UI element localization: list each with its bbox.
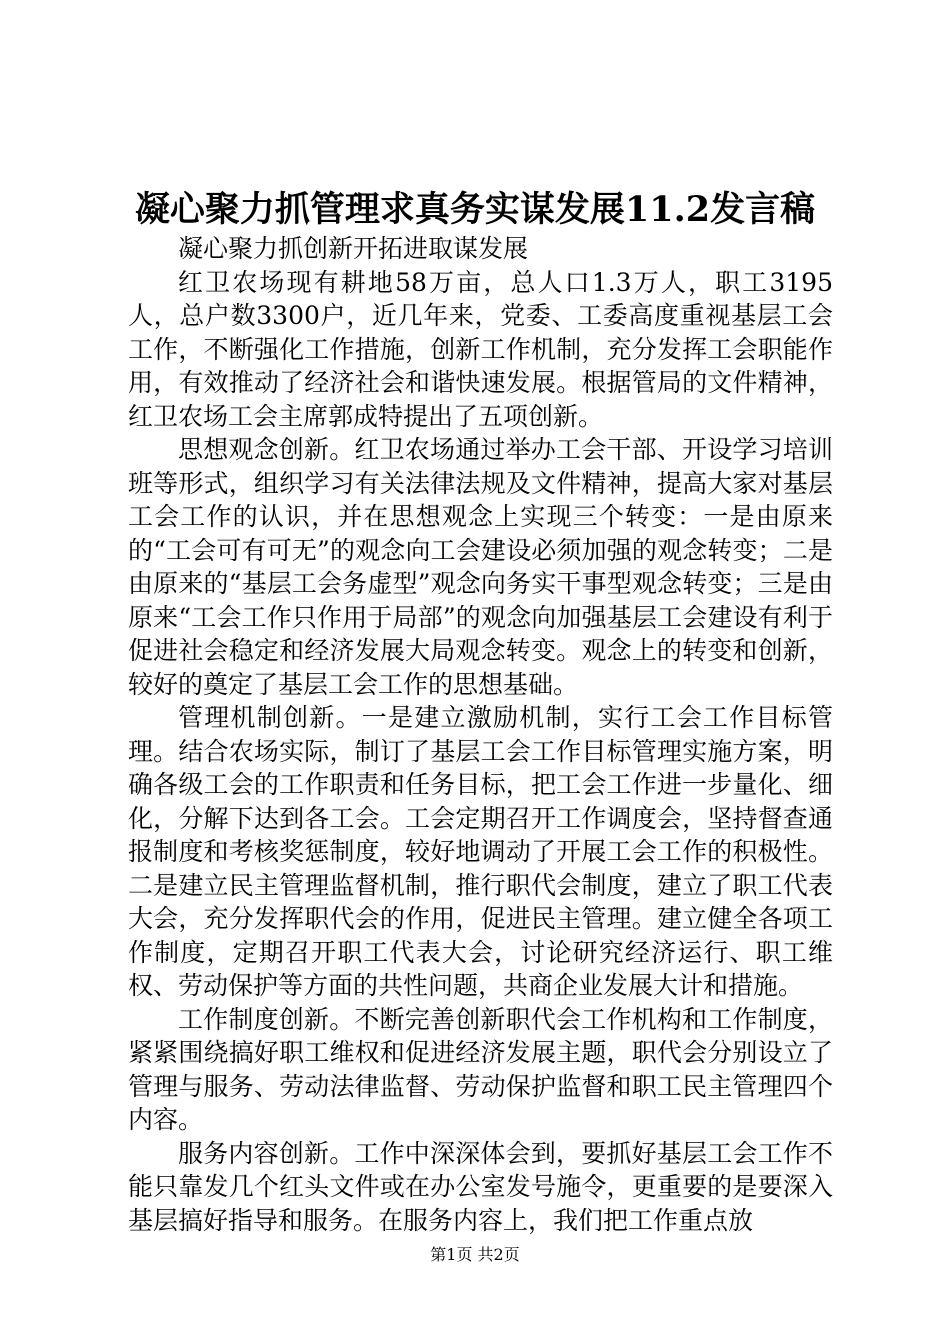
page-number-footer: 第1页 共2页	[430, 1245, 520, 1264]
paragraph-management-innovation: 管理机制创新。一是建立激励机制，实行工会工作目标管理。结合农场实际，制订了基层工会工作目标管理实施方案，明确各级工会的工作职责和任务目标，把工会工作进一步量化、细化，分解下达到各工会。工会定期召开工作调度会，坚持督查通报制度和考核奖惩制度，较好地调动了开展工会工作的积极性。二是建立民主管理监督机制，推行职代会制度，建立了职工代表大会，充分发挥职代会的作用，促进民主管理。建立健全各项工作制度，定期召开职工代表大会，讨论研究经济运行、职工维权、劳动保护等方面的共性问题，共商企业发展大计和措施。	[128, 703, 833, 1000]
document-body	[128, 232, 833, 1237]
document-subtitle: 凝心聚力抓创新开拓进取谋发展	[178, 234, 529, 263]
paragraph-intro: 红卫农场现有耕地58万亩，总人口1.3万人，职工3195人，总户数3300户，近几年来，党委、工委高度重视基层工会工作，不断强化工作措施，创新工作机制，充分发挥工会职能作用，有效推动了经济社会和谐快速发展。根据管局的文件精神，红卫农场工会主席郭成特提出了五项创新。	[128, 267, 833, 431]
paragraph-service-innovation: 服务内容创新。工作中深深体会到，要抓好基层工会工作不能只靠发几个红头文件或在办公室发号施令，更重要的是要深入基层搞好指导和服务。在服务内容上，我们把工作重点放	[128, 1138, 833, 1235]
paragraph-ideology-innovation: 思想观念创新。红卫农场通过举办工会干部、开设学习培训班等形式，组织学习有关法律法规及文件精神，提高大家对基层工会工作的认识，并在思想观念上实现三个转变：一是由原来的“工会可有可无”的观念向工会建设必须加强的观念转变；二是由原来的“基层工会务虚型”观念向务实干事型观念转变；三是由原来“工会工作只作用于局部”的观念向加强基层工会建设有利于促进社会稳定和经济发展大局观念转变。观念上的转变和创新，较好的奠定了基层工会工作的思想基础。	[128, 435, 833, 699]
document-title: 凝心聚力抓管理求真务实谋发展11.2发言稿	[134, 189, 816, 230]
paragraph-system-innovation: 工作制度创新。不断完善创新职代会工作机构和工作制度，紧紧围绕搞好职工维权和促进经济发展主题，职代会分别设立了管理与服务、劳动法律监督、劳动保护监督和职工民主管理四个内容。	[128, 1004, 833, 1134]
